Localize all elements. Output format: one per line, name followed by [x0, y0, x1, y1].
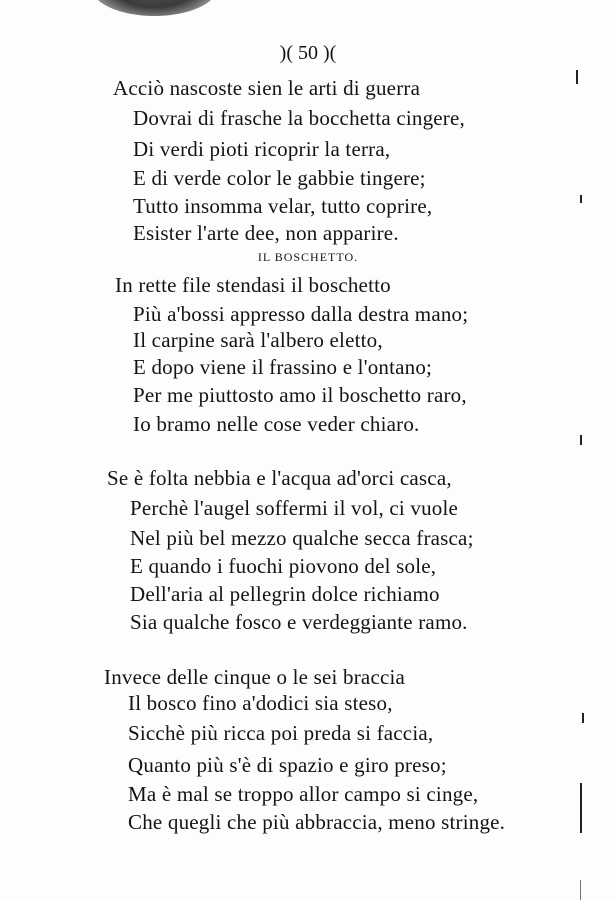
verse-line: Dell'aria al pellegrin dolce richiamo	[130, 582, 440, 606]
verse-line: Invece delle cinque o le sei braccia	[104, 665, 406, 689]
verse-line: Quanto più s'è di spazio e giro preso;	[128, 753, 447, 777]
margin-mark	[580, 880, 581, 900]
verse-line: Tutto insomma velar, tutto coprire,	[133, 194, 433, 218]
verse-line: E quando i fuochi piovono del sole,	[130, 554, 437, 578]
section-title: IL BOSCHETTO.	[257, 250, 359, 264]
verse-line: Nel più bel mezzo qualche secca frasca;	[130, 526, 474, 550]
verse-line: Dovrai di frasche la bocchetta cingere,	[133, 106, 465, 130]
margin-mark	[576, 70, 578, 84]
verse-line: Sia qualche fosco e verdeggiante ramo.	[130, 610, 468, 634]
verse-line: Il carpine sarà l'albero eletto,	[133, 328, 383, 352]
verse-line: Di verdi pioti ricoprir la terra,	[133, 137, 391, 161]
margin-mark	[580, 195, 582, 203]
verse-line: Esister l'arte dee, non apparire.	[133, 221, 399, 245]
verse-line: Il bosco fino a'dodici sia steso,	[128, 691, 393, 715]
margin-mark	[582, 713, 584, 723]
verse-line: Io bramo nelle cose veder chiaro.	[133, 412, 420, 436]
verse-line: E di verde color le gabbie tingere;	[133, 166, 426, 190]
verse-line: Ma è mal se troppo allor campo si cinge,	[128, 782, 479, 806]
verse-line: Perchè l'augel soffermi il vol, ci vuole	[130, 496, 459, 520]
verse-line: Per me piuttosto amo il boschetto raro,	[133, 383, 467, 407]
ink-blot	[92, 0, 217, 16]
verse-line: Più a'bossi appresso dalla destra mano;	[133, 302, 469, 326]
margin-mark	[580, 783, 582, 833]
page-number: )( 50 )(	[279, 42, 337, 64]
verse-line: Che quegli che più abbraccia, meno stringe.	[128, 810, 506, 834]
verse-line: Sicchè più ricca poi preda si faccia,	[128, 721, 434, 745]
verse-line: In rette file stendasi il boschetto	[115, 273, 391, 297]
margin-mark	[580, 435, 582, 445]
verse-line: Se è folta nebbia e l'acqua ad'orci casca,	[107, 466, 452, 490]
verse-line: E dopo viene il frassino e l'ontano;	[133, 355, 433, 379]
verse-line: Acciò nascoste sien le arti di guerra	[113, 76, 421, 100]
